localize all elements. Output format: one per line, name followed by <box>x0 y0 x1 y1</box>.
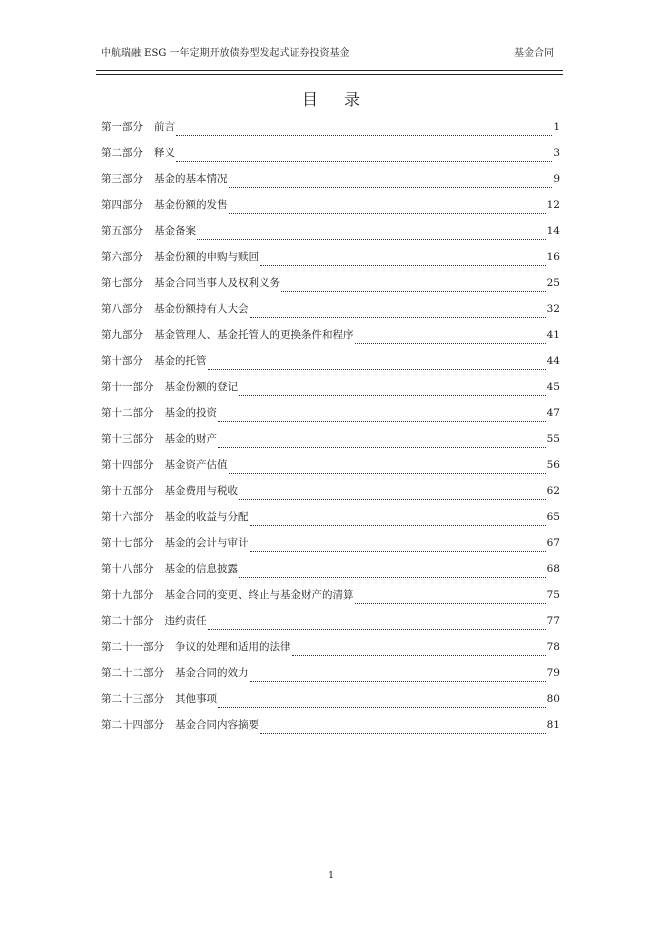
toc-entry-page: 78 <box>546 641 560 653</box>
toc-entry[interactable] <box>101 296 560 322</box>
page-header <box>101 44 562 64</box>
toc-entry-part: 第十七部分 <box>101 537 154 549</box>
toc-entry-title: 基金的投资 <box>164 407 217 419</box>
toc-entry-page: 25 <box>546 277 560 289</box>
toc-entry[interactable] <box>101 712 560 738</box>
toc-entry-part: 第十八部分 <box>101 563 154 575</box>
toc-entry-title: 基金的基本情况 <box>154 173 228 185</box>
toc-entry-title: 违约责任 <box>164 615 207 627</box>
toc-entry-page: 45 <box>546 381 560 393</box>
toc-entry-page: 3 <box>553 147 560 159</box>
toc-entry-part: 第二十一部分 <box>101 641 164 653</box>
toc-entry[interactable] <box>101 530 560 556</box>
toc-title: 目录 <box>301 90 386 109</box>
toc-entry-page: 16 <box>546 251 560 263</box>
toc-entry-title: 基金合同的效力 <box>175 667 249 679</box>
toc-entry-part: 第二十二部分 <box>101 667 164 679</box>
toc-entry-part: 第十一部分 <box>101 381 154 393</box>
toc-entry-title: 前言 <box>154 121 175 133</box>
toc-entry-part: 第九部分 <box>101 329 143 341</box>
toc-entry-title: 释义 <box>154 147 175 159</box>
toc-entry-title: 基金的托管 <box>154 355 207 367</box>
toc-entry-page: 41 <box>546 329 560 341</box>
toc-entry[interactable] <box>101 322 560 348</box>
toc-entry-leader <box>292 645 546 656</box>
toc-entry-part: 第二十三部分 <box>101 693 164 705</box>
toc-entry-page: 44 <box>546 355 560 367</box>
toc-entry-page: 67 <box>546 537 560 549</box>
toc-entry-title: 基金份额的申购与赎回 <box>154 251 259 263</box>
toc-entry-leader <box>250 671 546 682</box>
toc-entry-leader <box>218 437 546 448</box>
toc-entry-part: 第二十四部分 <box>101 719 164 731</box>
toc-entry-leader <box>229 177 553 188</box>
fund-name-header: 中航瑞融 ESG 一年定期开放债券型发起式证券投资基金 <box>101 48 350 59</box>
toc-entry-title: 基金份额持有人大会 <box>154 303 249 315</box>
toc-entry-title: 基金的会计与审计 <box>164 537 249 549</box>
toc-entry-title: 基金合同内容摘要 <box>175 719 259 731</box>
toc-entry[interactable] <box>101 452 560 478</box>
toc-entry-leader <box>260 255 546 266</box>
toc-entry[interactable] <box>101 192 560 218</box>
toc-entry-title: 基金资产估值 <box>164 459 228 471</box>
toc-entry-part: 第十二部分 <box>101 407 154 419</box>
toc-entry-leader <box>250 541 546 552</box>
toc-entry-part: 第四部分 <box>101 199 143 211</box>
toc-entry-part: 第二部分 <box>101 147 143 159</box>
page-number: 1 <box>327 870 335 881</box>
page-footer <box>0 870 662 881</box>
toc-entry-title: 其他事项 <box>175 693 217 705</box>
toc-entry[interactable] <box>101 556 560 582</box>
toc-entry-leader <box>250 307 546 318</box>
toc-entry-title: 争议的处理和适用的法律 <box>175 641 291 653</box>
toc-entry-page: 12 <box>546 199 560 211</box>
toc-entry-page: 62 <box>546 485 560 497</box>
toc-entry-title: 基金份额的登记 <box>164 381 238 393</box>
toc-entry-part: 第十部分 <box>101 355 143 367</box>
toc-entry-title: 基金合同当事人及权利义务 <box>154 277 280 289</box>
toc-entry-page: 55 <box>546 433 560 445</box>
toc-entry[interactable] <box>101 270 560 296</box>
toc-entry-leader <box>218 697 546 708</box>
toc-entry[interactable] <box>101 374 560 400</box>
header-rule-thin <box>96 74 563 75</box>
toc-entry-title: 基金的收益与分配 <box>164 511 249 523</box>
toc-entry-page: 68 <box>546 563 560 575</box>
toc-entry-page: 77 <box>546 615 560 627</box>
toc-entry[interactable] <box>101 348 560 374</box>
toc-entry-leader <box>208 619 546 630</box>
toc-entry-part: 第八部分 <box>101 303 143 315</box>
toc-entry-part: 第六部分 <box>101 251 143 263</box>
toc-entry-title: 基金的财产 <box>164 433 217 445</box>
toc-entry-page: 81 <box>546 719 560 731</box>
toc-entry-part: 第三部分 <box>101 173 143 185</box>
toc-entry[interactable] <box>101 686 560 712</box>
toc-entry-leader <box>239 489 546 500</box>
toc-entry-part: 第十六部分 <box>101 511 154 523</box>
toc-entry-title: 基金管理人、基金托管人的更换条件和程序 <box>154 329 354 341</box>
toc-entry-title: 基金的信息披露 <box>164 563 238 575</box>
toc-entry-leader <box>197 229 546 240</box>
toc-entry-leader <box>176 125 552 136</box>
toc-entry-page: 14 <box>546 225 560 237</box>
toc-entry-part: 第一部分 <box>101 121 143 133</box>
toc-entry[interactable] <box>101 244 560 270</box>
toc-entry[interactable] <box>101 140 560 166</box>
toc-entry-title: 基金费用与税收 <box>164 485 238 497</box>
toc-entry[interactable] <box>101 634 560 660</box>
document-type-header: 基金合同 <box>514 48 554 59</box>
toc-entry-leader <box>260 723 546 734</box>
toc-entry-page: 75 <box>546 589 560 601</box>
toc-entry[interactable] <box>101 478 560 504</box>
toc-entry[interactable] <box>101 218 560 244</box>
toc-entry-leader <box>239 385 546 396</box>
toc-entry-page: 32 <box>546 303 560 315</box>
toc-entry-title: 基金份额的发售 <box>154 199 228 211</box>
toc-entry-part: 第十九部分 <box>101 589 154 601</box>
toc-entry-part: 第二十部分 <box>101 615 154 627</box>
toc-entry-leader <box>218 411 546 422</box>
toc-entry-page: 56 <box>546 459 560 471</box>
toc-entry-part: 第十五部分 <box>101 485 154 497</box>
toc-entry-leader <box>239 567 546 578</box>
toc-entry-leader <box>229 203 546 214</box>
toc-entry-page: 47 <box>546 407 560 419</box>
toc-entry-leader <box>355 333 546 344</box>
toc-entry[interactable] <box>101 582 560 608</box>
toc-entry-part: 第七部分 <box>101 277 143 289</box>
toc-entry-part: 第十四部分 <box>101 459 154 471</box>
toc-entry-part: 第五部分 <box>101 225 143 237</box>
toc-entry[interactable] <box>101 400 560 426</box>
toc-entry-page: 9 <box>553 173 560 185</box>
toc-entry-page: 79 <box>546 667 560 679</box>
toc-entry[interactable] <box>101 660 560 686</box>
toc-entry[interactable] <box>101 426 560 452</box>
toc-entry-leader <box>208 359 546 370</box>
toc-entry-part: 第十三部分 <box>101 433 154 445</box>
toc-entry-title: 基金备案 <box>154 225 196 237</box>
toc-entry[interactable] <box>101 608 560 634</box>
toc-entry-leader <box>229 463 546 474</box>
toc-entry[interactable] <box>101 166 560 192</box>
toc-entry-page: 80 <box>546 693 560 705</box>
table-of-contents <box>101 114 560 738</box>
toc-entry-title: 基金合同的变更、终止与基金财产的清算 <box>164 589 354 601</box>
toc-entry-page: 65 <box>546 511 560 523</box>
header-rule-thick <box>96 70 563 71</box>
toc-entry-page: 1 <box>553 121 560 133</box>
toc-entry-leader <box>176 151 552 162</box>
toc-entry-leader <box>250 515 546 526</box>
toc-entry-leader <box>281 281 546 292</box>
toc-entry-leader <box>355 593 546 604</box>
toc-entry[interactable] <box>101 504 560 530</box>
toc-entry[interactable] <box>101 114 560 140</box>
